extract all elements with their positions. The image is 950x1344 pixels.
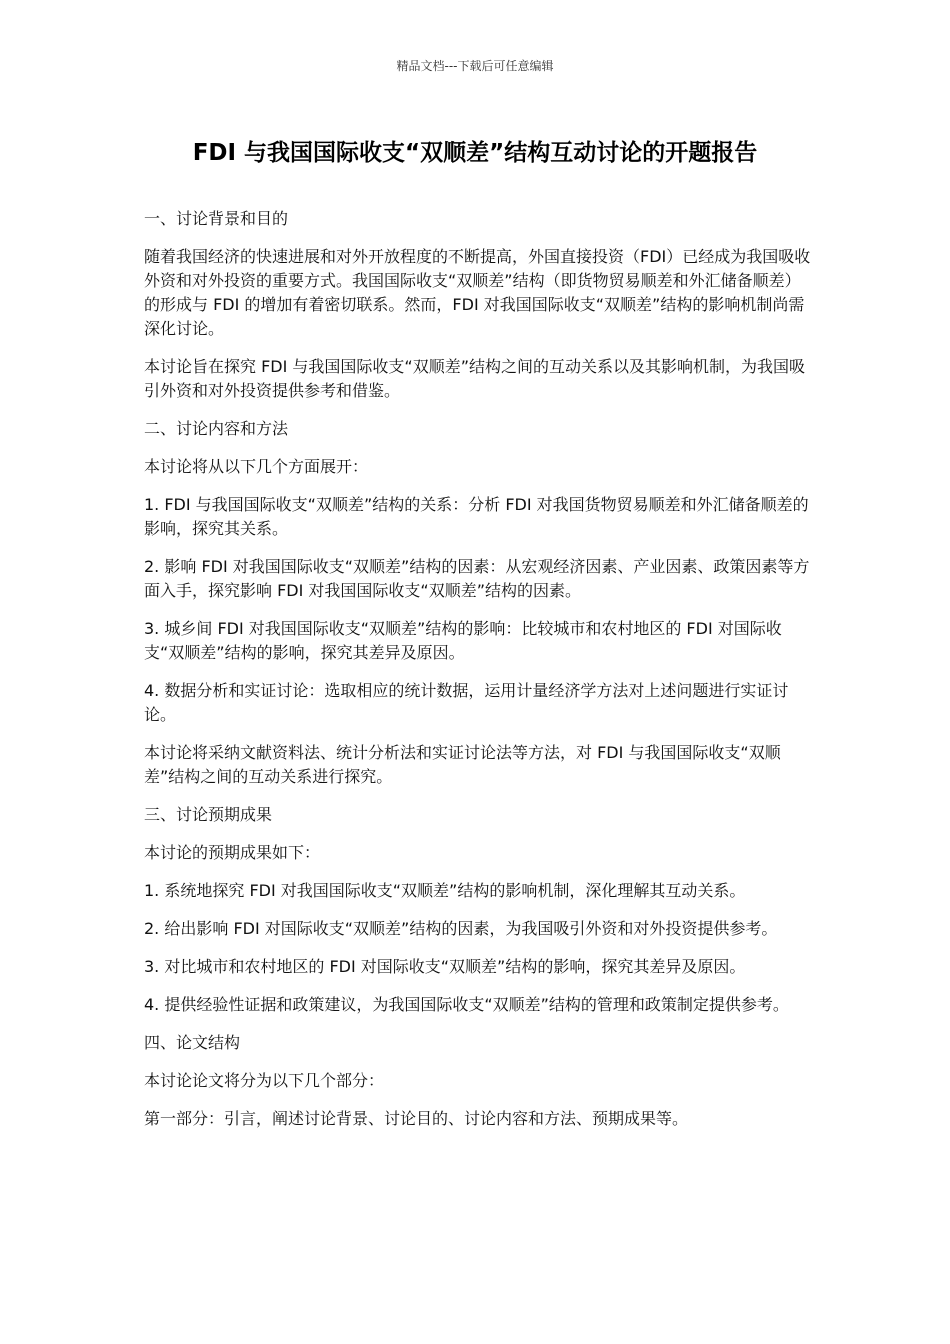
- section-content-methods: [144, 417, 812, 789]
- list-item: 4. 数据分析和实证讨论：选取相应的统计数据，运用计量经济学方法对上述问题进行实证讨论。: [144, 681, 789, 724]
- paragraph: 本讨论旨在探究 FDI 与我国国际收支“双顺差”结构之间的互动关系以及其影响机制，为我国吸引外资和对外投资提供参考和借鉴。: [144, 357, 805, 400]
- section-background: [144, 207, 812, 403]
- document-title: FDI 与我国国际收支“双顺差”结构互动讨论的开题报告: [192, 140, 758, 166]
- header-note: 精品文档---下载后可任意编辑: [396, 59, 554, 73]
- section-heading: 三、讨论预期成果: [144, 805, 273, 824]
- paragraph: 本讨论的预期成果如下：: [144, 843, 321, 862]
- paragraph: 本讨论将从以下几个方面展开：: [144, 457, 369, 476]
- list-item: 2. 给出影响 FDI 对国际收支“双顺差”结构的因素，为我国吸引外资和对外投资提供参考。: [144, 919, 778, 938]
- paragraph: 本讨论将采纳文献资料法、统计分析法和实证讨论法等方法，对 FDI 与我国国际收支“双顺差”结构之间的互动关系进行探究。: [144, 743, 781, 786]
- paragraph: 本讨论论文将分为以下几个部分：: [144, 1071, 385, 1090]
- section-heading: 四、论文结构: [144, 1033, 241, 1052]
- list-item: 2. 影响 FDI 对我国国际收支“双顺差”结构的因素：从宏观经济因素、产业因素、政策因素等方面入手，探究影响 FDI 对我国国际收支“双顺差”结构的因素。: [144, 557, 810, 600]
- list-item: 3. 对比城市和农村地区的 FDI 对国际收支“双顺差”结构的影响，探究其差异及原因。: [144, 957, 746, 976]
- section-heading: 一、讨论背景和目的: [144, 209, 289, 228]
- paragraph: 随着我国经济的快速进展和对外开放程度的不断提高，外国直接投资（FDI）已经成为我国吸收外资和对外投资的重要方式。我国国际收支“双顺差”结构（即货物贸易顺差和外汇储备顺差）的形成与 FDI 的增加有着密切联系。然而，FDI 对我国国际收支“双顺差”结构的影响机制尚需深化讨论。: [144, 247, 811, 338]
- list-item: 3. 城乡间 FDI 对我国国际收支“双顺差”结构的影响：比较城市和农村地区的 FDI 对国际收支“双顺差”结构的影响，探究其差异及原因。: [144, 619, 782, 662]
- document-body: [144, 207, 812, 1145]
- paragraph: 第一部分：引言，阐述讨论背景、讨论目的、讨论内容和方法、预期成果等。: [144, 1109, 689, 1128]
- list-item: 1. 系统地探究 FDI 对我国国际收支“双顺差”结构的影响机制，深化理解其互动关系。: [144, 881, 746, 900]
- section-heading: 二、讨论内容和方法: [144, 419, 289, 438]
- list-item: 1. FDI 与我国国际收支“双顺差”结构的关系：分析 FDI 对我国货物贸易顺差和外汇储备顺差的影响，探究其关系。: [144, 495, 809, 538]
- section-thesis-structure: [144, 1031, 812, 1131]
- section-expected-results: [144, 803, 812, 1017]
- list-item: 4. 提供经验性证据和政策建议，为我国国际收支“双顺差”结构的管理和政策制定提供参考。: [144, 995, 789, 1014]
